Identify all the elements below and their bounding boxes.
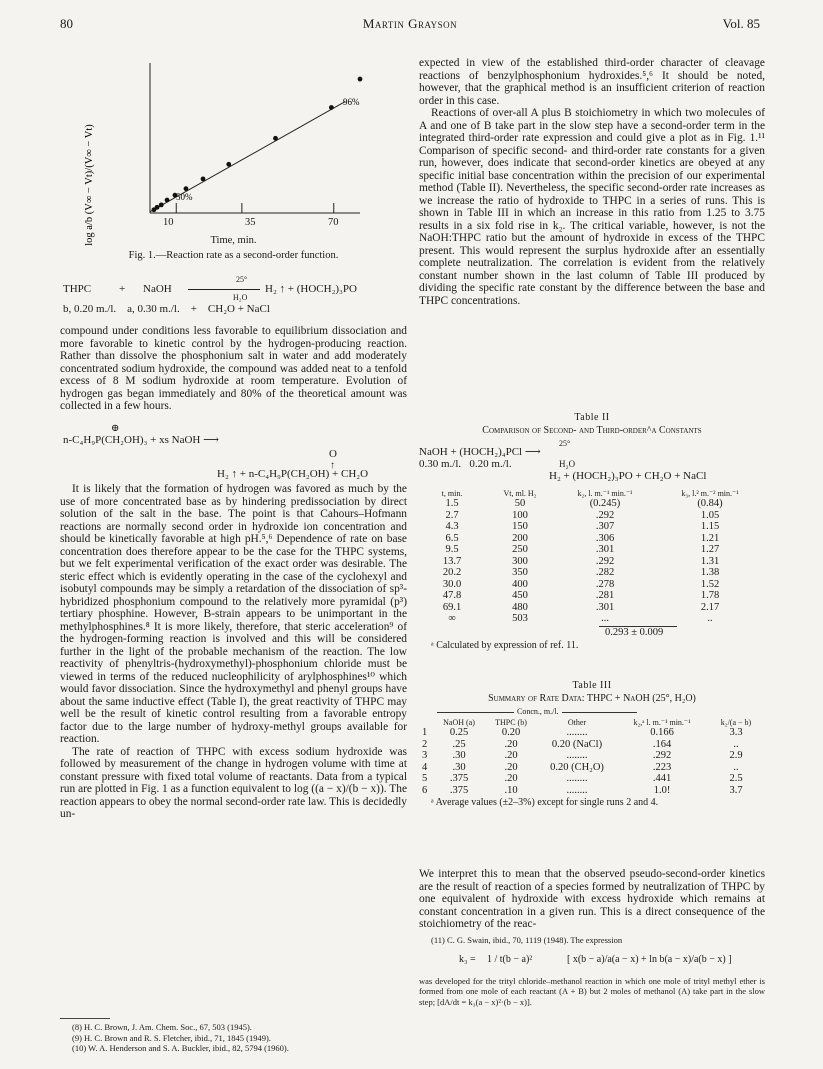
table-cell: .292 [595, 555, 615, 567]
table-cell: 150 [512, 521, 528, 532]
x-tick-labels [60, 217, 407, 231]
table-cell: .301 [595, 544, 615, 555]
table-cell: 2.7 [445, 509, 459, 521]
table-row [419, 613, 765, 625]
data-point [165, 198, 170, 203]
table-cell: 1.78 [700, 590, 720, 601]
table-cell: (0.84) [697, 498, 723, 509]
right-column-text-1 [419, 57, 765, 307]
eq1-line2: b, 0.20 m./l. a, 0.30 m./l. + CH₂O + NaCl [63, 303, 270, 315]
data-point [329, 105, 334, 110]
table-cell: .20 [504, 761, 518, 773]
footnote-11-body: was developed for the trityl chloride–methanol reaction in which one mole of trityl methyl ether is formed from one mole of each reactant (A + B) but 2 moles of methanol (A) take part in the slow step; [dA/dt = k₃(a − x)²·(b − x)]. [419, 975, 765, 1007]
left-column-text-2 [60, 483, 407, 821]
annotation-50: 50% [176, 192, 193, 202]
table-cell: 450 [512, 590, 528, 601]
table-2-footnote: ᵃ Calculated by expression of ref. 11. [431, 639, 579, 651]
table-cell: .282 [595, 567, 615, 578]
table-2-subtitle: Comparison of Second- and Third-order^a Constants [482, 425, 702, 436]
table-cell: 6 [422, 784, 428, 796]
table-cell: 1.05 [700, 509, 720, 521]
table-row [419, 762, 765, 774]
table-cell: 0.20 (NaCl) [551, 738, 603, 750]
table-cell: ........ [566, 727, 588, 738]
table-3 [419, 680, 765, 809]
page-number: 80 [60, 16, 73, 31]
table-cell: 1.31 [700, 555, 720, 567]
table-cell: .30 [452, 761, 466, 773]
table-cell: ........ [566, 750, 588, 761]
data-point [201, 177, 206, 182]
table-cell: ... [601, 613, 609, 624]
mean-value: 0.293 ± 0.009 [605, 626, 664, 638]
table-3-grid [419, 718, 765, 796]
table-cell: .20 [504, 750, 518, 761]
table-cell: 2.9 [729, 750, 743, 761]
table-row [419, 739, 765, 751]
table-row [419, 750, 765, 762]
table-cell: 30.0 [442, 578, 462, 590]
table-cell: .301 [595, 601, 615, 613]
table-cell: 9.5 [445, 544, 459, 555]
table-cell: .. [707, 613, 713, 624]
paragraph: compound under conditions less favorable to equilibrium dissociation and more favorable to kinetic control by the hydrogen-producing reaction. Rather than dissolve the phosphonium salt in water and add moderately concentrated sodium hydroxide, the compound was added neat to a tenfold excess of 8 M sodium hydroxide at room temperature. Evolution of hydrogen gas began immediately and 80% of the theoretical amount was collected in a few hours. [60, 325, 407, 412]
left-footnotes [60, 1018, 407, 1054]
table-cell: 0.20 [501, 727, 521, 738]
footnote-8: (8) H. C. Brown, J. Am. Chem. Soc., 67, 503 (1945). [72, 1022, 252, 1032]
t2-eq-temp: 25° [559, 439, 571, 448]
table-row [419, 727, 765, 739]
eq2-oxygen: O [329, 448, 337, 460]
table-cell: .20 [504, 773, 518, 784]
table-cell: 350 [512, 567, 528, 578]
table-header-row [419, 489, 765, 498]
table-cell: 13.7 [442, 555, 462, 567]
reaction-equation-1 [63, 275, 407, 317]
table-row [419, 521, 765, 533]
table-2-grid [419, 489, 765, 625]
table-3-footnote: ᵃ Average values (±2–3%) except for single runs 2 and 4. [431, 797, 659, 808]
table-cell: 1.5 [445, 498, 459, 509]
y-axis-label: log a/b (V∞ − Vt)/(V∞ − Vt) [84, 124, 95, 246]
footnote-10: (10) W. A. Henderson and S. A. Buckler, ibid., 82, 5794 (1960). [72, 1043, 289, 1053]
column-header: NaOH (a) [443, 718, 475, 727]
x-ticks [176, 203, 334, 213]
paragraph: It is likely that the formation of hydrogen was favored as much by the use of more concentrated base as by hindering predissociation by direct solution of the salt in the base. The point is that Cahours–Hofmann reactions are normally second order in hydroxide ion concentration and should be kinetically favorable at high pH.⁵,⁶ Dependence of rate on base concentration does therefore appear to be the case for the THPC systems, but we felt experimental verification of the exact order was desirable. The steric effect which is evidently operating in the case of the cyclohexyl and isobutyl compounds may be simply a retardation of the dissociation of sp³-hybridized phosphonium compound to the relatively more pyramidal (p³) tertiary phosphine. However, B-strain appears to be unimportant in the methylphosphines.⁸ It is more likely, therefore, that steric acceleration⁹ of the hydrogen-forming reaction is involved and this will be considered further in the light of the probable mechanism of the reaction. The low reactivity of phenyltris-(hydroxymethyl)-phosphonium chloride must be viewed in terms of the reduced nucleophilicity of arylphosphines¹⁰ which would favor dissociation. Since the hydroxymethyl and phenyl groups have about the same inductive effect (Table I), the great reactivity of THPC may well be the result of kinetic control resulting from a favorable entropy factor due to the large number of hydroxy-methyl groups available for reaction. [60, 483, 407, 745]
table-cell: 1.38 [700, 567, 720, 578]
table-cell: 0.20 (CH₂O) [550, 761, 604, 773]
table-cell: ........ [566, 773, 588, 784]
eq1-arrow [188, 289, 260, 290]
formula-prefactor: 1 / t(b − a)² [487, 953, 533, 965]
table-3-group-header [419, 707, 765, 718]
t2-eq-conc: 0.30 m./l. 0.20 m./l. [419, 458, 512, 470]
table-cell: 20.2 [442, 567, 462, 578]
table-3-title: Table III [572, 680, 612, 691]
column-header: Vt, ml. H₂ [503, 489, 537, 498]
table-cell: 4 [422, 761, 428, 773]
table-cell: .164 [652, 738, 672, 750]
paragraph: Reactions of over-all A plus B stoichiometry in which two molecules of A and one of B take part in the slow step have a second-order term in the integrated third-order rate expression and could give a plot as in Fig. 1.¹¹ Comparison of specific second- and third-order rate constants for a given run, however, does indicate that second-order kinetics are obeyed at any specific initial base concentration within the precision of our experimental method (Table II). Nevertheless, the specific second-order rate increases as we increase the ratio of hydroxide to THPC in a series of runs. This is shown in Table III in which an increase in this ratio from 1.25 to 3.75 results in a six fold rise in k₂. The critical variable, however, is not the NaOH:THPC ratio but the amount of hydroxide in excess of the THPC present. This would represent the surplus hydroxide after an essentially complete neutralization. The correlation is evident from the relatively constant number shown in the last column of Table III produced by dividing the specific rate constant by the difference between the base and THPC concentrations. [419, 107, 765, 307]
eq1-plus: + [119, 283, 126, 295]
footnote-9: (9) H. C. Brown and R. S. Fletcher, ibid., 71, 1845 (1949). [72, 1032, 271, 1043]
paragraph: We interpret this to mean that the observed pseudo-second-order kinetics are the result of reaction of a species formed by neutralization of THPC by one equivalent of hydroxide with excess hydroxide which remains at constant concentration in a given run. This is a direct consequence of the stoichiometry of the reac- [419, 868, 765, 930]
data-point [184, 186, 189, 191]
running-author: Martin Grayson [362, 16, 458, 31]
footnote-11 [419, 935, 765, 1007]
table-3-body [419, 727, 765, 796]
left-column-text-1 [60, 325, 407, 413]
table-cell: 1.27 [700, 544, 720, 555]
table-cell: 200 [512, 532, 528, 544]
table-2-title: Table II [574, 412, 610, 423]
table-cell: 4.3 [445, 521, 459, 532]
column-header: k₂,ᵃ l. m.⁻¹ min.⁻¹ [633, 718, 691, 727]
table-cell: (0.245) [589, 498, 621, 509]
data-point [159, 202, 164, 207]
table-cell: ........ [566, 784, 588, 796]
eq2-left: n-C₄H₉P(CH₂OH)₃ + xs NaOH ⟶ [63, 434, 219, 446]
column-header: k₂/(a − b) [720, 718, 752, 727]
table-cell: 503 [512, 613, 528, 624]
table-cell: .307 [595, 521, 615, 532]
footnote-11-formula [419, 948, 765, 974]
volume-label: Vol. 85 [722, 16, 760, 31]
table-cell: ∞ [448, 613, 456, 624]
table-3-subtitle: Summary of Rate Data: THPC + NaOH (25°, H₂O) [488, 693, 696, 704]
x-axis-label: Time, min. [210, 235, 257, 246]
table-cell: 400 [512, 578, 528, 590]
table-cell: 2.5 [729, 773, 743, 784]
t2-eq-left: NaOH + (HOCH₂)₄PCl ⟶ [419, 446, 541, 458]
footnote-rule [60, 1018, 110, 1019]
column-header [419, 718, 433, 727]
table-cell: 47.8 [442, 590, 462, 601]
reaction-equation-2 [63, 423, 407, 480]
column-header: k₂, l. m.⁻¹ min.⁻¹ [577, 489, 633, 498]
table-cell: 0.25 [449, 727, 469, 738]
eq1-temp: 25° [236, 275, 248, 284]
table-cell: .. [733, 761, 739, 773]
data-point [358, 77, 363, 82]
table-cell: 480 [512, 601, 528, 613]
table-cell: .375 [449, 773, 469, 784]
page-header [60, 16, 760, 34]
table-row [419, 567, 765, 579]
table-cell: 5 [422, 773, 428, 784]
table-cell: 69.1 [442, 601, 462, 613]
table-cell: .292 [595, 509, 615, 521]
table-cell: .30 [452, 750, 466, 761]
group-header-label: Concn., m./l. [514, 707, 562, 716]
table-cell: .223 [652, 761, 672, 773]
paragraph: expected in view of the established third-order character of cleavage reactions of benzylphosphonium hydroxides.⁵,⁶ It should be noted, however, that the graphical method is an insufficient criterion of reaction order in this case. [419, 57, 765, 107]
table-row [419, 533, 765, 545]
table-2-equation [419, 437, 765, 489]
formula-bracket: [ x(b − a)/a(a − x) + ln b(a − x)/a(b − x) ] [567, 953, 732, 965]
table-cell: 0.166 [650, 727, 674, 738]
table-cell: 3 [422, 750, 428, 761]
table-row [419, 590, 765, 602]
table-cell: 1.15 [700, 521, 720, 532]
table-cell: 250 [512, 544, 528, 555]
eq2-arrow-up: ↑ [330, 460, 335, 471]
table-cell: 1 [422, 727, 428, 738]
table-cell: 50 [514, 498, 526, 509]
column-header: THPC (b) [495, 718, 527, 727]
t2-eq-right: H₂ + (HOCH₂)₃PO + CH₂O + NaCl [549, 470, 707, 482]
figure-1 [60, 55, 407, 267]
table-cell: 100 [512, 509, 528, 521]
table-row [419, 773, 765, 785]
data-point [155, 205, 160, 210]
table-cell: 1.21 [700, 532, 720, 544]
table-cell: 6.5 [445, 532, 459, 544]
table-cell: .20 [504, 738, 518, 750]
formula-k3: k₃ = [459, 953, 476, 965]
table-2 [419, 412, 765, 651]
eq2-right: H₂ ↑ + n-C₄H₉P(CH₂OH) + CH₂O [217, 468, 369, 480]
eq2-plus-charge: ⊕ [111, 423, 120, 434]
eq1-products: H₂ ↑ + (HOCH₂)₃PO [265, 283, 357, 295]
right-column-text-2 [419, 868, 765, 931]
table-row [419, 498, 765, 510]
table-row [419, 544, 765, 556]
x-tick-label: 70 [328, 217, 339, 228]
table-row [419, 556, 765, 568]
table-cell: 2.17 [700, 601, 720, 613]
x-tick-label: 10 [163, 217, 174, 228]
table-row [419, 785, 765, 797]
eq1-solvent: H₂O [233, 293, 248, 302]
table-cell: .25 [452, 738, 466, 750]
table-cell: 1.52 [700, 578, 720, 590]
eq1-reactant-thpc: THPC [63, 283, 92, 295]
table-2-mean [419, 625, 765, 639]
paragraph: The rate of reaction of THPC with excess sodium hydroxide was followed by measurement of the change in hydrogen volume with time at constant pressure with fixed total volume of reactants. Data from a typical run are plotted in Fig. 1 as a function equivalent to log ((a − x)/(b − x)). The reaction appears to obey the normal second-order rate law. This is decidedly un- [60, 745, 407, 820]
table-cell: .306 [595, 532, 615, 544]
table-row [419, 602, 765, 614]
table-cell: .. [733, 738, 739, 750]
figure-caption: Fig. 1.—Reaction rate as a second-order function. [128, 250, 339, 261]
footnote-11-intro: (11) C. G. Swain, ibid., 70, 1119 (1948). The expression [431, 935, 623, 945]
table-cell: .281 [595, 590, 615, 601]
column-header: Other [567, 718, 587, 727]
table-header-row [419, 718, 765, 727]
table-cell: 300 [512, 555, 528, 567]
column-header: t, min. [441, 489, 463, 498]
table-cell: .375 [449, 784, 469, 796]
table-row [419, 510, 765, 522]
table-cell: .278 [595, 578, 615, 590]
table-cell: .10 [504, 784, 518, 796]
column-header: k₃, l.² m.⁻² min.⁻¹ [681, 489, 739, 498]
x-tick-label: 35 [245, 217, 256, 228]
t2-eq-solvent: H₂O [559, 459, 576, 469]
eq1-naoh: NaOH [143, 283, 172, 295]
data-point [273, 136, 278, 141]
annotation-96: 96% [343, 97, 360, 107]
table-row [419, 579, 765, 591]
table-2-body [419, 498, 765, 625]
table-cell: 3.3 [729, 727, 743, 738]
table-cell: .441 [652, 773, 672, 784]
table-cell: 1.0! [653, 784, 671, 796]
table-cell: .292 [652, 750, 672, 761]
table-cell: 3.7 [729, 784, 743, 796]
table-cell: 2 [422, 738, 428, 750]
data-point [226, 162, 231, 167]
